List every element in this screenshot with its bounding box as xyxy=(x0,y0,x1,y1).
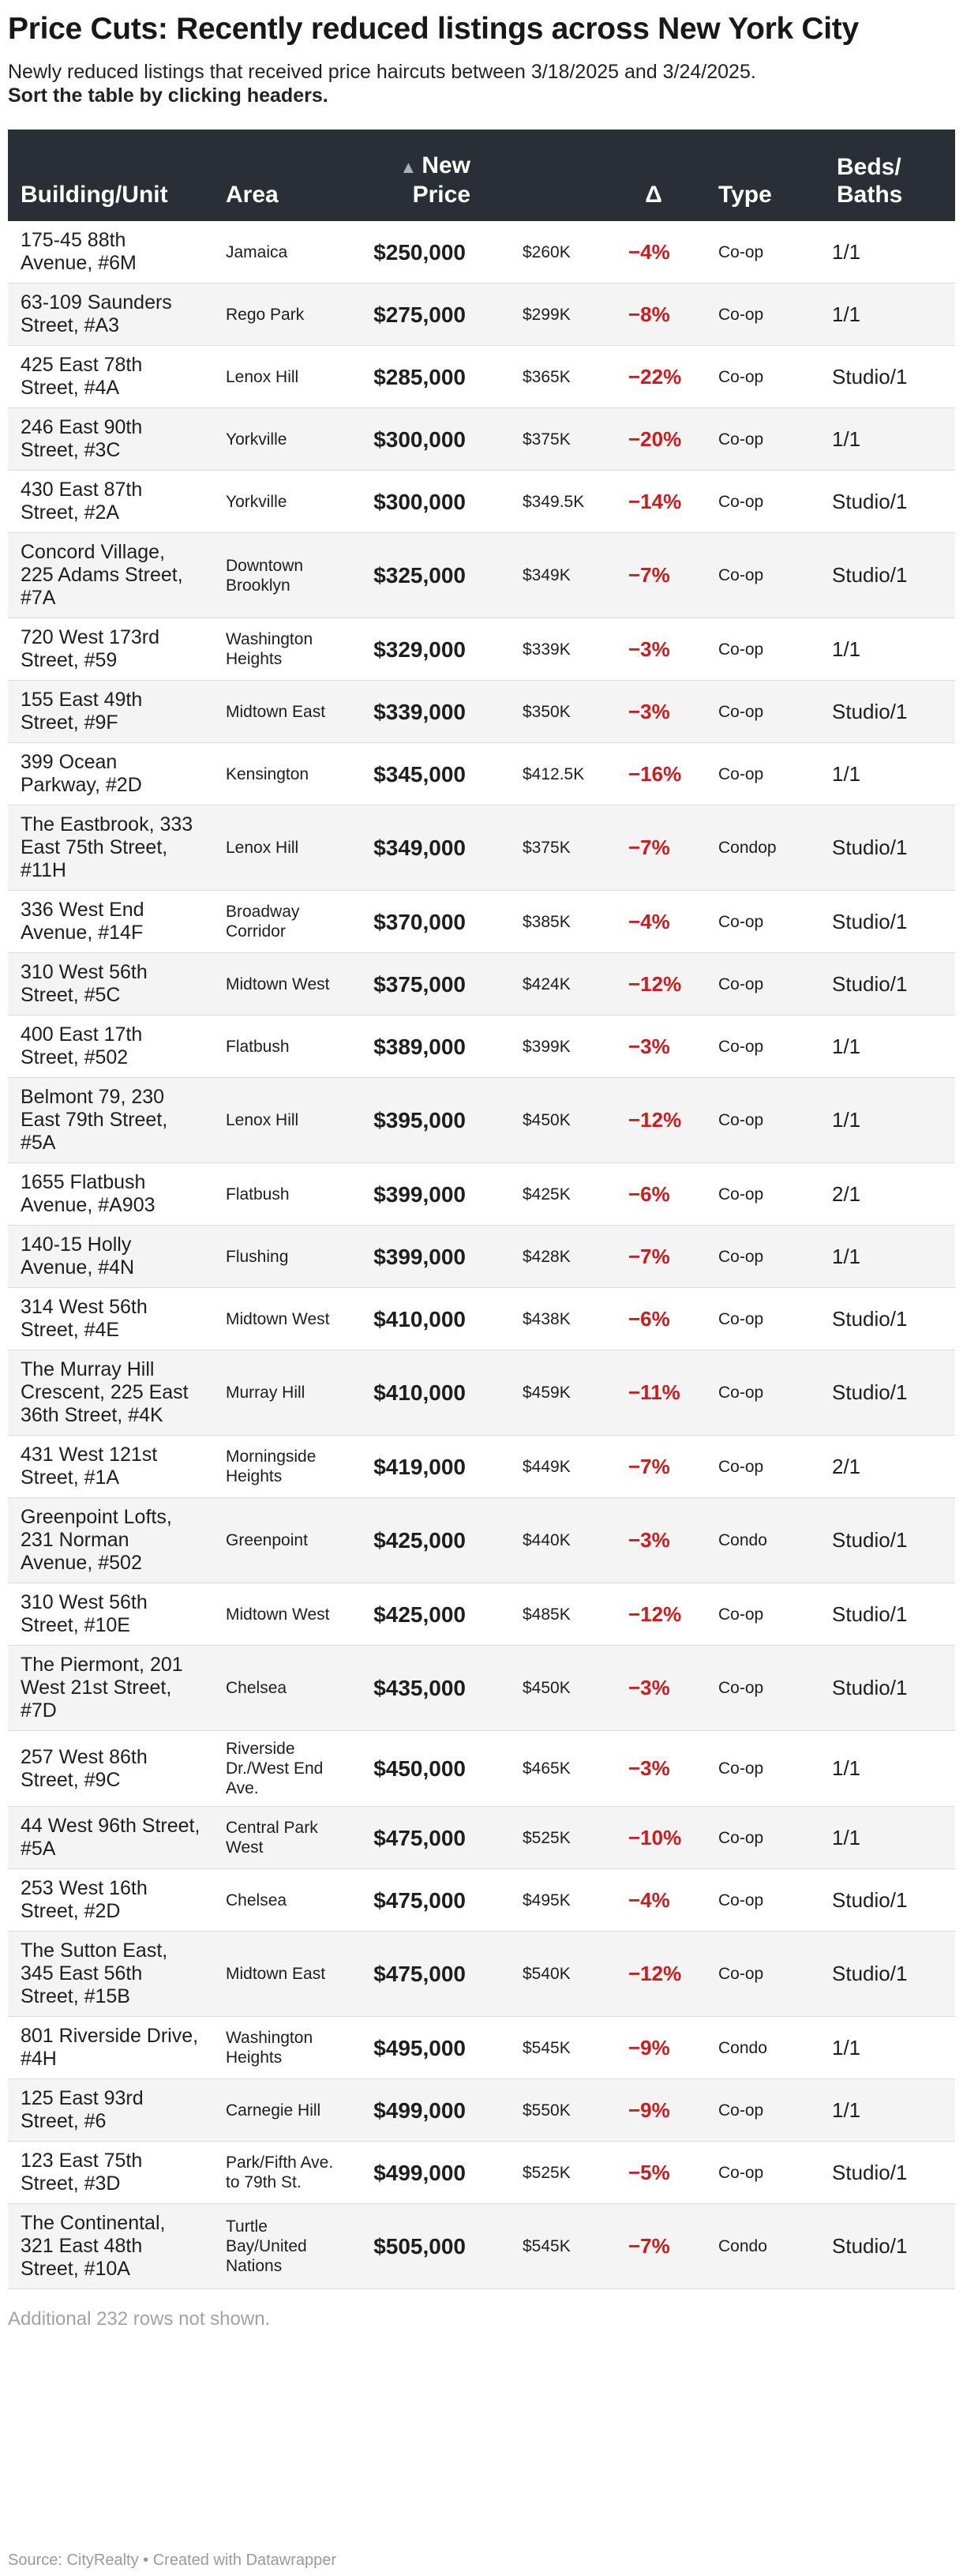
table-row xyxy=(8,1807,955,1869)
cell-old-price: $450K xyxy=(523,1111,571,1129)
table-row xyxy=(8,1498,955,1583)
cell-building: 425 East 78th Street, #4A xyxy=(21,354,143,399)
cell-building: 336 West End Avenue, #14F xyxy=(21,899,144,944)
cell-beds-baths: Studio/1 xyxy=(832,1887,908,1912)
cell-new-price: $475,000 xyxy=(373,1887,466,1913)
cell-building: 801 Riverside Drive, #4H xyxy=(21,2025,199,2070)
cell-old-price: $485K xyxy=(523,1605,571,1624)
cell-building: 175-45 88th Avenue, #6M xyxy=(21,229,137,274)
table-row xyxy=(8,408,955,471)
cell-area: Midtown East xyxy=(226,1965,326,1983)
cell-building: 430 East 87th Street, #2A xyxy=(21,479,143,524)
cell-type: Co-op xyxy=(718,1185,764,1204)
cell-new-price: $499,000 xyxy=(373,2160,466,2185)
cell-delta: −6% xyxy=(628,1181,670,1206)
sort-ascending-icon: ▲ xyxy=(399,157,418,177)
cell-area: Flatbush xyxy=(226,1037,290,1056)
cell-delta: −12% xyxy=(628,971,682,996)
cell-beds-baths: 1/1 xyxy=(832,239,861,264)
cell-type: Co-op xyxy=(718,2163,764,2182)
cell-old-price: $365K xyxy=(523,367,571,386)
column-header-delta[interactable]: Δ xyxy=(645,182,662,208)
cell-old-price: $412.5K xyxy=(523,764,585,783)
cell-area: Chelsea xyxy=(226,1679,287,1697)
cell-old-price: $425K xyxy=(523,1185,571,1204)
cell-type: Co-op xyxy=(718,566,764,584)
table-row xyxy=(8,346,955,408)
cell-area: Morningside Heights xyxy=(226,1448,317,1485)
cell-type: Co-op xyxy=(718,1247,764,1266)
cell-beds-baths: Studio/1 xyxy=(832,563,908,587)
page-title: Price Cuts: Recently reduced listings across New York City xyxy=(8,12,859,46)
cell-building: 399 Ocean Parkway, #2D xyxy=(21,751,142,796)
cell-new-price: $495,000 xyxy=(373,2035,466,2060)
cell-delta: −20% xyxy=(628,426,682,451)
cell-beds-baths: 1/1 xyxy=(832,1108,861,1132)
table-row xyxy=(8,1583,955,1646)
cell-new-price: $370,000 xyxy=(373,909,466,934)
cell-new-price: $399,000 xyxy=(373,1244,466,1269)
cell-old-price: $525K xyxy=(523,1828,571,1847)
cell-area: Lenox Hill xyxy=(226,839,299,857)
cell-beds-baths: 1/1 xyxy=(832,1244,861,1268)
table-row xyxy=(8,891,955,953)
cell-new-price: $345,000 xyxy=(373,761,466,787)
cell-building: 253 West 16th Street, #2D xyxy=(21,1877,148,1922)
cell-building: 44 West 96th Street, #5A xyxy=(21,1815,200,1860)
cell-building: 1655 Flatbush Avenue, #A903 xyxy=(21,1171,156,1216)
cell-type: Condo xyxy=(718,2237,767,2255)
cell-building: 123 East 75th Street, #3D xyxy=(21,2150,143,2195)
cell-new-price: $275,000 xyxy=(373,302,466,327)
cell-delta: −3% xyxy=(628,1756,670,1780)
table-header xyxy=(8,130,955,221)
cell-type: Co-op xyxy=(718,1828,764,1847)
cell-building: 720 West 173rd Street, #59 xyxy=(21,626,160,671)
cell-area: Midtown West xyxy=(226,974,330,993)
table-row xyxy=(8,1226,955,1288)
cell-area: Washington Heights xyxy=(226,2029,313,2067)
table-row xyxy=(8,1016,955,1078)
table-row xyxy=(8,2142,955,2204)
listings-table xyxy=(8,130,955,2289)
cell-area: Rego Park xyxy=(226,305,305,324)
cell-new-price: $325,000 xyxy=(373,563,466,588)
cell-old-price: $385K xyxy=(523,912,571,931)
cell-area: Midtown West xyxy=(226,1605,330,1624)
source-credit: Source: CityRealty • Created with Datawrapper xyxy=(8,2552,337,2569)
cell-beds-baths: Studio/1 xyxy=(832,699,908,723)
table-row xyxy=(8,743,955,805)
table-row xyxy=(8,1288,955,1350)
cell-building: 140-15 Holly Avenue, #4N xyxy=(21,1234,135,1279)
cell-beds-baths: Studio/1 xyxy=(832,1676,908,1699)
cell-type: Condo xyxy=(718,2038,767,2057)
cell-type: Co-op xyxy=(718,640,764,659)
cell-beds-baths: Studio/1 xyxy=(832,1528,908,1552)
cell-old-price: $540K xyxy=(523,1965,571,1983)
cell-delta: −7% xyxy=(628,2234,670,2258)
cell-area: Yorkville xyxy=(226,430,287,449)
cell-old-price: $449K xyxy=(523,1457,571,1476)
cell-new-price: $250,000 xyxy=(373,239,466,265)
column-header-building[interactable]: Building/Unit xyxy=(21,182,168,208)
cell-delta: −4% xyxy=(628,239,670,264)
cell-type: Co-op xyxy=(718,1679,764,1697)
cell-area: Flushing xyxy=(226,1247,289,1266)
cell-old-price: $375K xyxy=(523,839,571,857)
cell-delta: −9% xyxy=(628,2097,670,2122)
cell-building: 63-109 Saunders Street, #A3 xyxy=(21,291,172,336)
cell-new-price: $419,000 xyxy=(373,1454,466,1479)
cell-delta: −16% xyxy=(628,761,682,786)
cell-type: Co-op xyxy=(718,1111,764,1129)
cell-delta: −3% xyxy=(628,699,670,723)
table-row xyxy=(8,2017,955,2079)
cell-type: Co-op xyxy=(718,242,764,261)
column-header-old-price[interactable] xyxy=(482,130,600,221)
cell-old-price: $375K xyxy=(523,430,571,449)
table-row xyxy=(8,805,955,891)
table-row xyxy=(8,618,955,681)
cell-delta: −11% xyxy=(628,1380,680,1404)
cell-beds-baths: 1/1 xyxy=(832,2035,861,2060)
cell-delta: −12% xyxy=(628,1962,682,1985)
cell-type: Co-op xyxy=(718,1605,764,1624)
cell-type: Co-op xyxy=(718,2101,764,2120)
cell-old-price: $424K xyxy=(523,974,571,993)
subtitle-text: Newly reduced listings that received price haircuts between 3/18/2025 and 3/24/2025. xyxy=(8,61,756,83)
table-row xyxy=(8,2204,955,2289)
cell-new-price: $389,000 xyxy=(373,1034,466,1059)
cell-new-price: $450,000 xyxy=(373,1756,466,1781)
cell-building: The Murray Hill Crescent, 225 East 36th Street, #4K xyxy=(21,1358,189,1426)
cell-new-price: $410,000 xyxy=(373,1380,466,1405)
cell-area: Greenpoint xyxy=(226,1531,308,1549)
cell-delta: −3% xyxy=(628,1528,670,1552)
cell-old-price: $339K xyxy=(523,640,571,659)
cell-beds-baths: 2/1 xyxy=(832,1454,861,1478)
cell-area: Murray Hill xyxy=(226,1384,305,1402)
cell-delta: −7% xyxy=(628,1454,670,1478)
cell-new-price: $425,000 xyxy=(373,1602,466,1627)
header-row xyxy=(8,130,955,221)
cell-beds-baths: Studio/1 xyxy=(832,489,908,513)
cell-old-price: $260K xyxy=(523,242,571,261)
cell-type: Co-op xyxy=(718,1759,764,1778)
cell-old-price: $495K xyxy=(523,1891,571,1909)
cell-old-price: $349.5K xyxy=(523,492,585,511)
cell-beds-baths: Studio/1 xyxy=(832,1380,908,1404)
cell-type: Co-op xyxy=(718,974,764,993)
cell-delta: −3% xyxy=(628,1676,670,1699)
cell-building: Concord Village, 225 Adams Street, #7A xyxy=(21,541,183,609)
table-row xyxy=(8,533,955,618)
cell-new-price: $300,000 xyxy=(373,489,466,514)
cell-delta: −12% xyxy=(628,1602,682,1626)
cell-beds-baths: 1/1 xyxy=(832,761,861,786)
cell-area: Park/Fifth Ave. to 79th St. xyxy=(226,2154,334,2191)
cell-new-price: $475,000 xyxy=(373,1825,466,1850)
cell-beds-baths: 2/1 xyxy=(832,1181,861,1206)
cell-beds-baths: 1/1 xyxy=(832,426,861,451)
table-row xyxy=(8,471,955,533)
cell-type: Co-op xyxy=(718,1309,764,1328)
cell-area: Carnegie Hill xyxy=(226,2101,321,2120)
cell-beds-baths: 1/1 xyxy=(832,1825,861,1849)
table-row xyxy=(8,1078,955,1163)
cell-type: Co-op xyxy=(718,1037,764,1056)
cell-building: 125 East 93rd Street, #6 xyxy=(21,2087,144,2132)
cell-new-price: $399,000 xyxy=(373,1181,466,1207)
cell-new-price: $499,000 xyxy=(373,2097,466,2123)
cell-new-price: $505,000 xyxy=(373,2234,466,2259)
cell-new-price: $375,000 xyxy=(373,971,466,997)
column-header-type[interactable]: Type xyxy=(718,182,772,208)
cell-old-price: $465K xyxy=(523,1759,571,1778)
table-row xyxy=(8,1350,955,1436)
cell-new-price: $329,000 xyxy=(373,636,466,662)
table-row xyxy=(8,1646,955,1731)
cell-area: Washington Heights xyxy=(226,630,313,668)
cell-area: Midtown West xyxy=(226,1309,330,1328)
cell-new-price: $339,000 xyxy=(373,699,466,724)
cell-building: Greenpoint Lofts, 231 Norman Avenue, #502 xyxy=(21,1506,172,1574)
cell-old-price: $545K xyxy=(523,2237,571,2255)
cell-beds-baths: Studio/1 xyxy=(832,1306,908,1331)
cell-area: Chelsea xyxy=(226,1891,287,1909)
cell-delta: −7% xyxy=(628,836,670,859)
cell-building: The Eastbrook, 333 East 75th Street, #11H xyxy=(21,813,193,881)
cell-beds-baths: Studio/1 xyxy=(832,1602,908,1626)
cell-new-price: $435,000 xyxy=(373,1676,466,1700)
cell-area: Jamaica xyxy=(226,242,288,261)
cell-type: Co-op xyxy=(718,492,764,511)
cell-new-price: $410,000 xyxy=(373,1306,466,1331)
subtitle xyxy=(8,60,955,107)
column-header-beds-baths[interactable]: Beds/ Baths xyxy=(837,154,903,208)
column-header-new-price[interactable] xyxy=(360,130,482,221)
cell-beds-baths: Studio/1 xyxy=(832,2234,908,2258)
cell-building: The Continental, 321 East 48th Street, #10A xyxy=(21,2212,166,2280)
table-row xyxy=(8,1731,955,1807)
cell-area: Broadway Corridor xyxy=(226,903,300,941)
cell-old-price: $459K xyxy=(523,1384,571,1402)
cell-delta: −4% xyxy=(628,909,670,933)
cell-new-price: $349,000 xyxy=(373,836,466,860)
cell-area: Central Park West xyxy=(226,1819,318,1857)
cell-old-price: $299K xyxy=(523,305,571,324)
cell-beds-baths: 1/1 xyxy=(832,1034,861,1058)
cell-beds-baths: 1/1 xyxy=(832,636,861,661)
cell-beds-baths: 1/1 xyxy=(832,1756,861,1780)
cell-area: Midtown East xyxy=(226,702,326,721)
cell-old-price: $438K xyxy=(523,1309,571,1328)
cell-beds-baths: Studio/1 xyxy=(832,364,908,389)
cell-old-price: $525K xyxy=(523,2163,571,2182)
cell-new-price: $300,000 xyxy=(373,426,466,452)
table-row xyxy=(8,284,955,346)
table-row xyxy=(8,1436,955,1498)
cell-old-price: $450K xyxy=(523,1679,571,1697)
table-body xyxy=(8,221,955,2289)
cell-delta: −8% xyxy=(628,302,670,326)
table-row xyxy=(8,221,955,284)
cell-old-price: $550K xyxy=(523,2101,571,2120)
cell-new-price: $395,000 xyxy=(373,1108,466,1132)
cell-type: Co-op xyxy=(718,1384,764,1402)
cell-building: 431 West 121st Street, #1A xyxy=(21,1444,158,1489)
table-row xyxy=(8,953,955,1016)
cell-old-price: $440K xyxy=(523,1531,571,1549)
cell-building: 155 East 49th Street, #9F xyxy=(21,689,143,734)
cell-building: 400 East 17th Street, #502 xyxy=(21,1023,143,1068)
cell-building: 310 West 56th Street, #5C xyxy=(21,961,148,1006)
cell-delta: −3% xyxy=(628,1034,670,1058)
cell-type: Co-op xyxy=(718,367,764,386)
cell-type: Co-op xyxy=(718,1965,764,1983)
cell-delta: −22% xyxy=(628,364,682,389)
cell-delta: −6% xyxy=(628,1306,670,1331)
cell-beds-baths: 1/1 xyxy=(832,302,861,326)
cell-building: The Piermont, 201 West 21st Street, #7D xyxy=(21,1654,183,1722)
table-row xyxy=(8,1163,955,1226)
cell-delta: −5% xyxy=(628,2160,670,2184)
cell-old-price: $349K xyxy=(523,566,571,584)
cell-delta: −14% xyxy=(628,489,682,513)
cell-area: Yorkville xyxy=(226,492,287,511)
column-header-new-price-label: New Price xyxy=(412,152,470,208)
table-row xyxy=(8,681,955,743)
table-row xyxy=(8,1932,955,2017)
cell-beds-baths: Studio/1 xyxy=(832,2160,908,2184)
cell-building: 257 West 86th Street, #9C xyxy=(21,1745,148,1791)
cell-new-price: $425,000 xyxy=(373,1528,466,1553)
cell-area: Kensington xyxy=(226,764,309,783)
cell-delta: −7% xyxy=(628,1244,670,1268)
cell-type: Co-op xyxy=(718,1891,764,1909)
cell-area: Turtle Bay/United Nations xyxy=(226,2217,307,2275)
cell-beds-baths: Studio/1 xyxy=(832,1962,908,1985)
cell-type: Condo xyxy=(718,1531,767,1549)
cell-delta: −4% xyxy=(628,1887,670,1912)
cell-type: Co-op xyxy=(718,912,764,931)
cell-beds-baths: Studio/1 xyxy=(832,971,908,996)
cell-building: The Sutton East, 345 East 56th Street, #15B xyxy=(21,1940,168,2007)
cell-old-price: $545K xyxy=(523,2038,571,2057)
cell-building: 246 East 90th Street, #3C xyxy=(21,416,143,461)
cell-beds-baths: 1/1 xyxy=(832,2097,861,2122)
cell-delta: −7% xyxy=(628,563,670,587)
cell-beds-baths: Studio/1 xyxy=(832,909,908,933)
cell-delta: −12% xyxy=(628,1108,682,1132)
cell-type: Co-op xyxy=(718,305,764,324)
cell-type: Co-op xyxy=(718,1457,764,1476)
cell-building: 314 West 56th Street, #4E xyxy=(21,1296,148,1341)
rows-not-shown-note: Additional 232 rows not shown. xyxy=(8,2308,271,2330)
cell-area: Flatbush xyxy=(226,1185,290,1204)
sort-instruction: Sort the table by clicking headers. xyxy=(8,84,328,107)
column-header-area[interactable]: Area xyxy=(226,182,279,208)
cell-type: Co-op xyxy=(718,702,764,721)
cell-type: Co-op xyxy=(718,430,764,449)
cell-new-price: $285,000 xyxy=(373,364,466,389)
cell-area: Downtown Brooklyn xyxy=(226,556,304,595)
cell-new-price: $475,000 xyxy=(373,1962,466,1986)
cell-area: Lenox Hill xyxy=(226,1111,299,1129)
cell-old-price: $350K xyxy=(523,702,571,721)
cell-type: Co-op xyxy=(718,764,764,783)
cell-delta: −9% xyxy=(628,2035,670,2060)
cell-delta: −3% xyxy=(628,636,670,661)
cell-building: 310 West 56th Street, #10E xyxy=(21,1591,148,1636)
cell-old-price: $399K xyxy=(523,1037,571,1056)
cell-delta: −10% xyxy=(628,1825,682,1849)
cell-area: Riverside Dr./West End Ave. xyxy=(226,1740,324,1797)
cell-building: Belmont 79, 230 East 79th Street, #5A xyxy=(21,1086,168,1154)
cell-old-price: $428K xyxy=(523,1247,571,1266)
table-row xyxy=(8,1869,955,1932)
table-row xyxy=(8,2079,955,2142)
cell-type: Condop xyxy=(718,839,777,857)
cell-beds-baths: Studio/1 xyxy=(832,836,908,859)
cell-area: Lenox Hill xyxy=(226,367,299,386)
